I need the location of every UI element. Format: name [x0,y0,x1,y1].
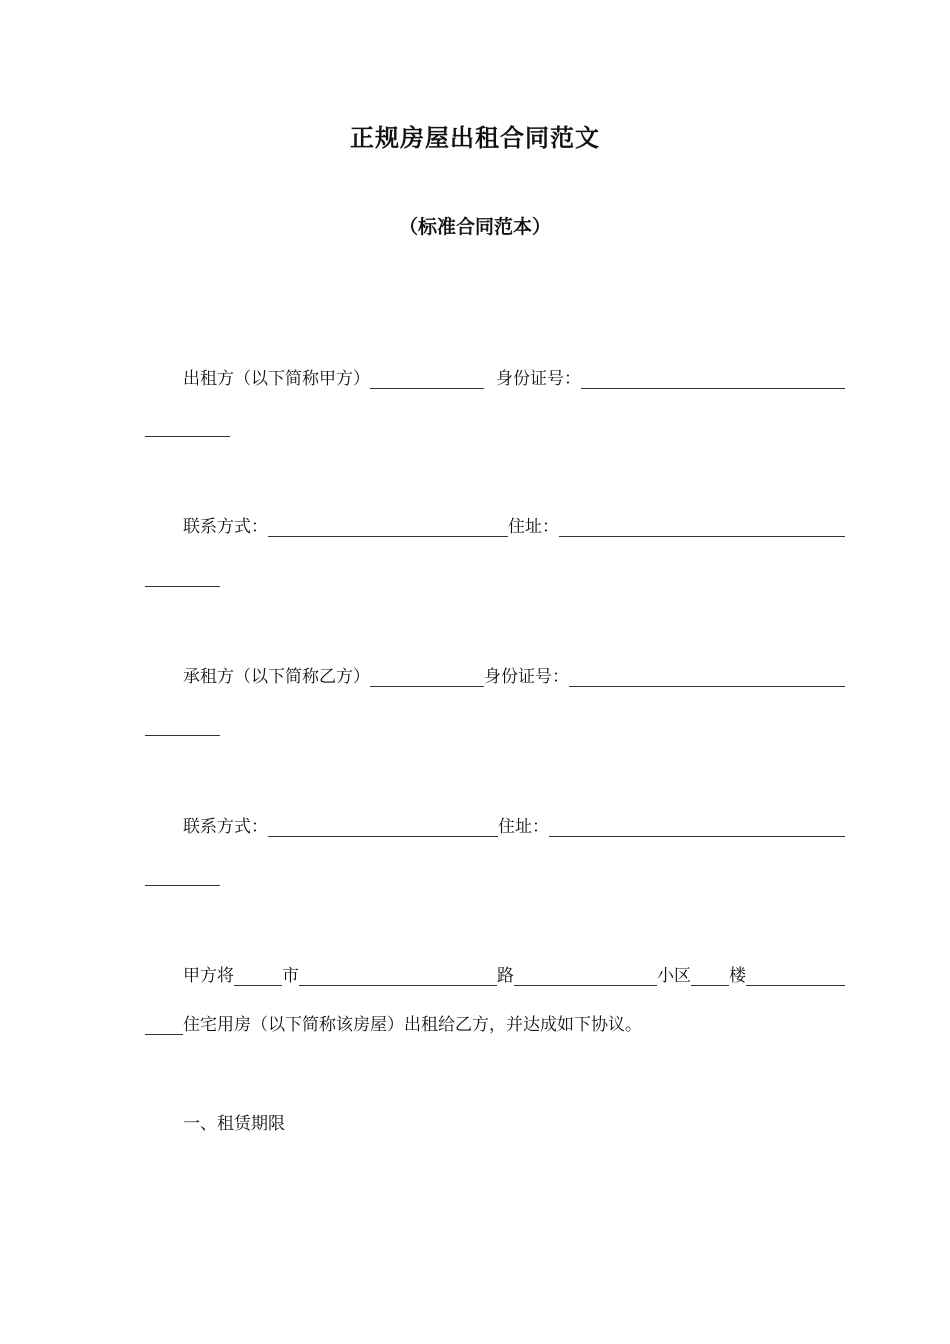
document-title: 正规房屋出租合同范文 [350,124,600,152]
lessor-line-continuation [145,416,807,440]
lessee-address-label: 住址： [498,817,549,837]
road-blank[interactable] [299,965,497,986]
building-label: 楼 [729,966,746,986]
lessee-contact-continuation [145,865,807,889]
unit-blank[interactable] [746,965,845,986]
lessor-name-blank[interactable] [370,368,484,389]
lessor-id-label: 身份证号： [496,369,581,389]
road-label: 路 [497,966,514,986]
city-blank[interactable] [234,965,282,986]
lessor-address-blank[interactable] [559,516,845,537]
city-label: 市 [282,966,299,986]
premises-lead: 甲方将 [183,966,234,986]
lessee-contact-blank[interactable] [268,816,498,837]
premises-rest: 住宅用房（以下简称该房屋）出租给乙方，并达成如下协议。 [183,1015,642,1035]
lessee-label: 承租方（以下简称乙方） [183,667,370,687]
lessee-id-blank[interactable] [569,666,845,687]
lessee-id-blank-continued[interactable] [145,715,220,736]
lessee-name-blank[interactable] [370,666,484,687]
lessee-line-continuation [145,715,807,739]
lessor-contact-line [145,514,845,540]
lessor-contact-label: 联系方式： [183,517,268,537]
lessee-address-blank[interactable] [549,816,845,837]
lessee-id-label: 身份证号： [484,667,569,687]
lessee-contact-label: 联系方式： [183,817,268,837]
lessee-contact-line [145,814,845,840]
unit-blank-continued[interactable] [145,1014,183,1035]
premises-line-continuation [145,1012,807,1038]
section-1-title: 一、租赁期限 [183,1114,285,1134]
lessee-line [145,664,845,690]
building-blank[interactable] [691,965,729,986]
lessor-id-blank-continued[interactable] [145,416,230,437]
community-blank[interactable] [514,965,657,986]
premises-line [145,963,845,989]
lessor-label: 出租方（以下简称甲方） [183,369,370,389]
lessor-address-label: 住址： [508,517,559,537]
lessee-address-blank-continued[interactable] [145,865,220,886]
lessor-contact-blank[interactable] [268,516,508,537]
lessor-id-blank[interactable] [581,368,845,389]
lessor-contact-continuation [145,566,807,590]
community-label: 小区 [657,966,691,986]
lessor-address-blank-continued[interactable] [145,566,220,587]
section-heading-lease-term [145,1111,845,1137]
lessor-line [145,366,845,392]
document-subtitle: （标准合同范本） [398,216,551,238]
